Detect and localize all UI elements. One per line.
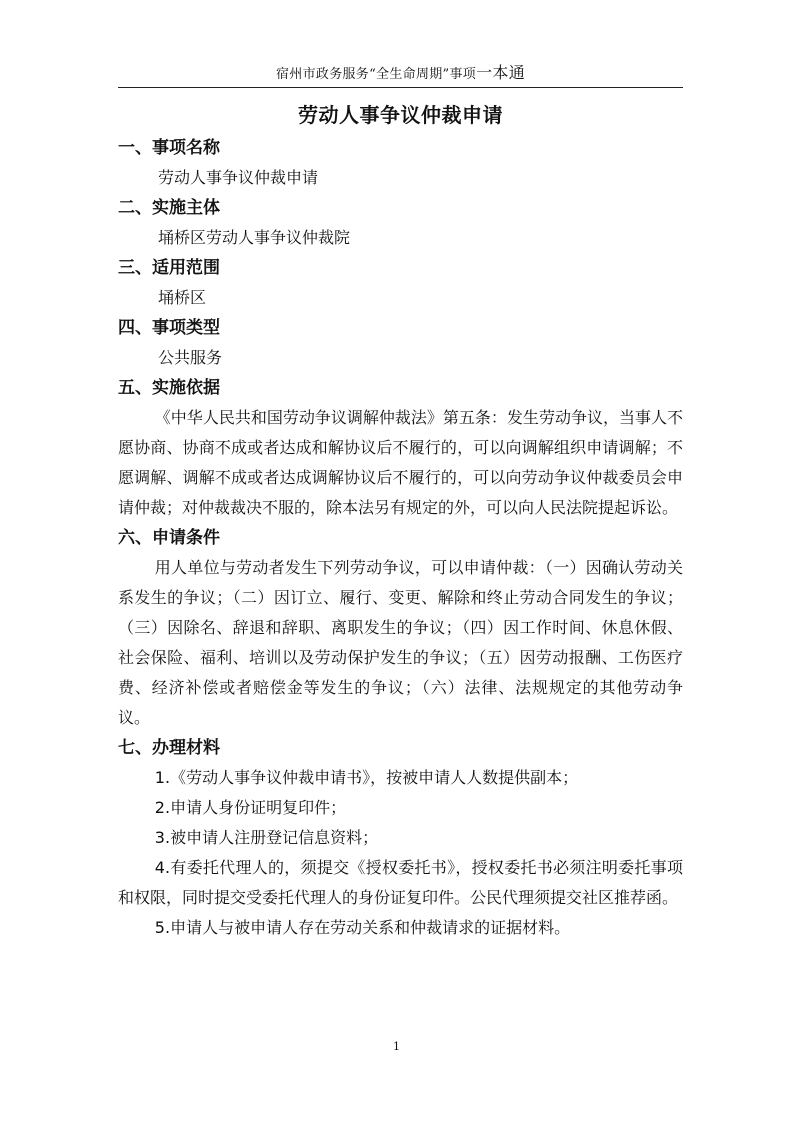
page-number: 1 [393, 1040, 400, 1053]
material-item: 4.有委托代理人的，须提交《授权委托书》，授权委托书必须注明委托事项和权限，同时提交受委托代理人的身份证复印件。公民代理须提交社区推荐函。 [118, 858, 683, 907]
section-body: 埇桥区 [158, 288, 207, 307]
material-item: 1.《劳动人事争议仲裁申请书》，按被申请人人数提供副本； [154, 768, 579, 787]
section-body: 劳动人事争议仲裁申请 [158, 168, 319, 187]
section-body: 《中华人民共和国劳动争议调解仲裁法》第五条：发生劳动争议，当事人不愿协商、协商不成或者达成和解协议后不履行的，可以向调解组织申请调解；不愿调解、调解不成或者达成调解协议后不履行的，可以向劳动争议仲裁委员会申请仲裁；对仲裁裁决不服的，除本法另有规定的外，可以向人民法院提起诉讼。 [118, 408, 683, 517]
section-body: 用人单位与劳动者发生下列劳动争议，可以申请仲裁：（一）因确认劳动关系发生的争议；（二）因订立、履行、变更、解除和终止劳动合同发生的争议；（三）因除名、辞退和辞职、离职发生的争议；（四）因工作时间、休息休假、社会保险、福利、培训以及劳动保护发生的争议；（五）因劳动报酬、工伤医疗费、经济补偿或者赔偿金等发生的争议；（六）法律、法规规定的其他劳动争议。 [118, 558, 683, 727]
material-item: 3.被申请人注册登记信息资料； [154, 828, 379, 847]
running-header [118, 64, 683, 88]
document-content [118, 100, 683, 943]
section-heading: 六、申请条件 [118, 528, 220, 548]
header-text-big: 一本通 [476, 63, 525, 82]
section-heading: 三、适用范围 [118, 258, 220, 278]
section-heading: 七、办理材料 [118, 738, 220, 758]
section-body: 埇桥区劳动人事争议仲裁院 [158, 228, 351, 247]
section-heading: 五、实施依据 [118, 378, 220, 398]
document-title: 劳动人事争议仲裁申请 [298, 103, 503, 127]
section-heading: 二、实施主体 [118, 198, 220, 218]
material-item: 2.申请人身份证明复印件； [154, 798, 347, 817]
section-body: 公共服务 [158, 348, 223, 367]
material-item: 5.申请人与被申请人存在劳动关系和仲裁请求的证据材料。 [154, 918, 571, 937]
header-text: 宿州市政务服务“全生命周期”事项 [276, 67, 477, 82]
section-heading: 四、事项类型 [118, 318, 220, 338]
section-heading: 一、事项名称 [118, 138, 220, 158]
